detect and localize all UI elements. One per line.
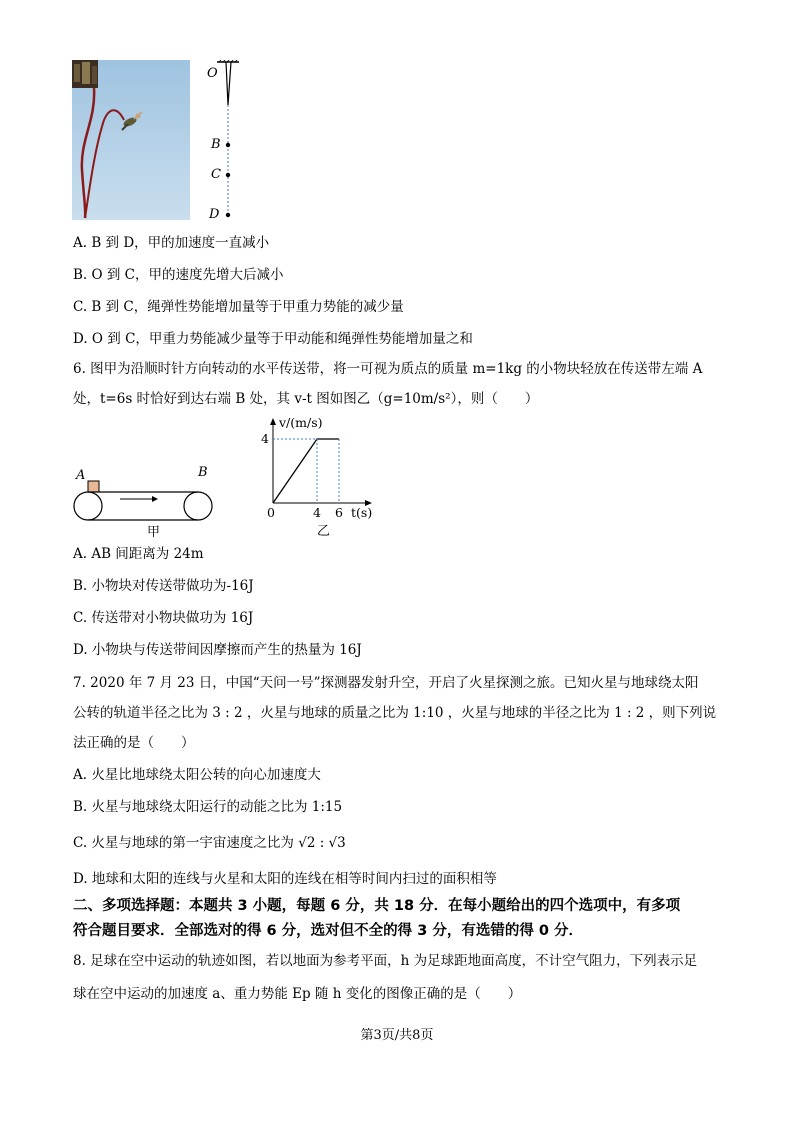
x-tick-6: 6 bbox=[335, 505, 343, 520]
point-b bbox=[226, 143, 230, 147]
q5-option-b: B. O 到 C，甲的速度先增大后减小 bbox=[73, 267, 284, 283]
q8-stem-line2: 球在空中运动的加速度 a、重力势能 Ep 随 h 变化的图像正确的是（ ） bbox=[73, 986, 522, 1002]
label-o: O bbox=[207, 66, 218, 81]
q6-option-a: A. AB 间距离为 24m bbox=[73, 546, 204, 562]
q6-option-d: D. 小物块与传送带间因摩擦而产生的热量为 16J bbox=[73, 642, 362, 658]
section2-heading-line1: 二、多项选择题：本题共 3 小题，每题 6 分，共 18 分．在每小题给出的四个选项中，有多项 bbox=[73, 898, 681, 914]
q7-stem-line1: 7. 2020 年 7 月 23 日，中国“天问一号”探测器发射升空，开启了火星探测之旅。已知火星与地球绕太阳 bbox=[73, 675, 699, 691]
y-axis-label: v/(m/s) bbox=[279, 415, 323, 430]
q6-option-b: B. 小物块对传送带做功为-16J bbox=[73, 578, 254, 594]
point-c bbox=[226, 173, 230, 177]
caption-jia: 甲 bbox=[147, 525, 161, 540]
label-d: D bbox=[209, 207, 220, 222]
label-b-belt: B bbox=[198, 465, 208, 480]
q7-option-c: C. 火星与地球的第一宇宙速度之比为 √2 : √3 bbox=[73, 835, 346, 851]
label-c: C bbox=[211, 167, 221, 182]
label-a: A bbox=[76, 468, 86, 483]
caption-yi: 乙 bbox=[317, 524, 331, 539]
q6-option-c: C. 传送带对小物块做功为 16J bbox=[73, 610, 254, 626]
x-tick-0: 0 bbox=[267, 505, 275, 520]
y-tick-4: 4 bbox=[261, 431, 269, 446]
vt-chart bbox=[255, 415, 385, 540]
bungee-photo bbox=[72, 60, 190, 220]
conveyor-belt-figure bbox=[70, 465, 220, 540]
block-a bbox=[88, 481, 99, 492]
q5-option-a: A. B 到 D，甲的加速度一直减小 bbox=[73, 235, 270, 251]
vt-series-line bbox=[273, 439, 339, 503]
q6-stem-line1: 6. 图甲为沿顺时针方向转动的水平传送带，将一可视为质点的质量 m=1kg 的小物块轻放在传送带左端 A bbox=[73, 361, 703, 377]
bungee-schematic bbox=[205, 60, 245, 225]
x-tick-4: 4 bbox=[313, 505, 321, 520]
point-d bbox=[226, 213, 230, 217]
x-axis-label: t(s) bbox=[351, 505, 373, 520]
q7-option-b: B. 火星与地球绕太阳运行的动能之比为 1:15 bbox=[73, 799, 343, 815]
label-b: B bbox=[211, 137, 221, 152]
section2-heading-line2: 符合题目要求．全部选对的得 6 分，选对但不全的得 3 分，有选错的得 0 分． bbox=[73, 923, 584, 939]
q7-option-d: D. 地球和太阳的连线与火星和太阳的连线在相等时间内扫过的面积相等 bbox=[73, 871, 497, 887]
q5-option-d: D. O 到 C，甲重力势能减少量等于甲动能和绳弹性势能增加量之和 bbox=[73, 331, 473, 347]
q6-stem-line2: 处，t=6s 时恰好到达右端 B 处，其 v-t 图如图乙（g=10m/s²），则（ ） bbox=[73, 391, 539, 407]
q7-stem-line2: 公转的轨道半径之比为 3 : 2 ，火星与地球的质量之比为 1:10 ，火星与地球的半径之比为 1 : 2 ，则下列说 bbox=[73, 705, 717, 721]
q5-option-c: C. B 到 C，绳弹性势能增加量等于甲重力势能的减少量 bbox=[73, 299, 404, 315]
q7-stem-line3: 法正确的是（ ） bbox=[73, 735, 195, 751]
q7-option-a: A. 火星比地球绕太阳公转的向心加速度大 bbox=[73, 767, 321, 783]
q8-stem-line1: 8. 足球在空中运动的轨迹如图，若以地面为参考平面，h 为足球距地面高度，不计空气阻力，下列表示足 bbox=[73, 953, 698, 969]
page-footer: 第3页/共8页 bbox=[360, 1028, 434, 1043]
